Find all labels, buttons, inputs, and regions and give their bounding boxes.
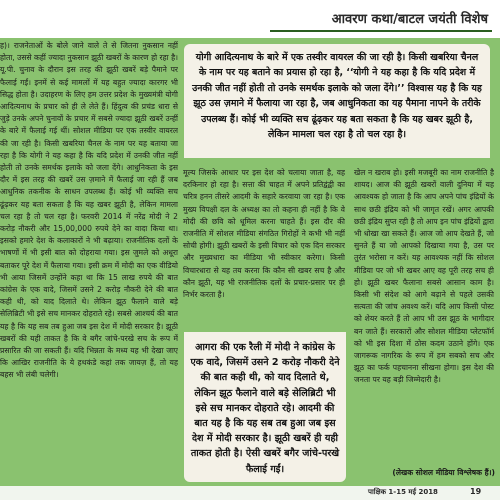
column-middle-text: मूल्य जिसके आधार पर इस देश को चलाया जाता है, वह दरकिनार हो रहा है। सत्ता की चाहत में अपने प्रतिद्वंद्वी का चरित्र हनन तीसरे आदमी के सहारे करवाया जा रहा है। एक मुख्य विपक्षी दल के अध्यक्ष का तो कहना ही नहीं है कि वे मोदी की छवि को धूमिल करना चाहते हैं। इस दौर की राजनीति में सोशल मीडिया संगठित गिरोहों ने कभी भी नहीं सोची होगी। झूठी खबरों के इसी विचार को एक दिन सरकार और मुख्यधारा का मीडिया भी स्वीकार करेगा। किसी विचारधारा से यह तय करना कि कौन सी खबर सच है और कौन झूठी, यह भी राजनीतिक दलों के प्रचार-प्रसार पर ही निर्भर करता है।	[183, 168, 345, 300]
header-rule	[270, 30, 492, 32]
footer-publication: पाक्षिक 1-15 मई 2018	[368, 488, 438, 496]
author-note: (लेखक सोशल मीडिया विश्लेषक हैं।)	[392, 468, 495, 477]
highlight-middle-text: आगरा की एक रैली में मोदी ने कांग्रेस के एक वादे, जिसमें उसने 2 करोड़ नौकरी देने की बात कही थी, को याद दिलाते थे, लेकिन झूठ फैलाने वाले बड़े सेलिब्रिटी भी इसे सच मानकर दोहराते रहे। आदमी की बात यह है कि यह सब तब हुआ जब इस देश में मोदी सरकार है। झूठी खबरें ही यही ताकत होती है। ऐसी खबरें बगैर जांचे-परखे फैलाई गईं।	[190, 342, 340, 475]
column-right-text: खेल न खराब हो। इसी मजबूरी का नाम राजनीति है शायद। आज की झूठी खबरों वाली दुनिया में यह आवश्यक हो जाता है कि आप अपने पांच इंद्रियों के साथ छठी इंद्रिय को भी जागृत रखें। अगर आपकी छठी इंद्रिय सुप्त रही है तो आप इन पांच इंद्रियों द्वारा भी धोखा खा सकते हैं। आज जो आप देखते हैं, जो सुनते हैं या जो आपको दिखाया गया है, उस पर तुरंत भरोसा न करें। यह आवश्यक नहीं कि सोशल मीडिया पर जो भी खबर आए वह पूरी तरह सच ही हो। झूठी खबर फैलाना सबसे आसान काम है। किसी भी संदेश को आगे बढ़ाने से पहले उसकी सत्यता की जांच अवश्य करें। यदि आप किसी पोस्ट को शेयर करते हैं तो आप भी उस झूठ के भागीदार बन जाते हैं। सरकारों और सोशल मीडिया प्लेटफॉर्म को भी इस दिशा में ठोस कदम उठाने होंगे। एक जागरूक नागरिक के रूप में हम सबको सच और झूठ का फर्क पहचानना सीखना होगा। इस देश की जनता पर यह बड़ी जिम्मेदारी है।	[354, 168, 494, 385]
highlight-box-top	[184, 44, 490, 158]
highlight-top-text: योगी आदित्यनाथ के बारे में एक तस्वीर वायरल की जा रही है। किसी खबरिया चैनल के नाम पर यह बताने का प्रयास हो रहा है, ‘‘योगी ने यह कहा है कि यदि प्रदेश में उनकी जीत नहीं होती तो उनके समर्थक इलाके को जला देंगे।’’ विश्वास यह है कि यह झूठ उस ज़माने में फैलाया जा रहा है, जब आधुनिकता का यह पैमाना नापने के तरीके उपलब्ध हैं। कोई भी व्यक्ति सच ढूंढ़कर यह बता सकता है कि यह खबर झूठी है, लेकिन मामला चल रहा है तो चल रहा है।	[192, 52, 482, 141]
page-number: 19	[470, 487, 482, 496]
page-header	[0, 0, 500, 38]
article-column-left	[0, 40, 178, 470]
column-left-text: ह)। राजनेताओं के बोले जाने वाले ते से जितना नुकसान नहीं होता, उससे कहीं ज्यादा नुकसान झूठी खबरों के कारण हो रहा है। यू.पी. चुनाव के दौरान इस तरह की झूठी खबरें बड़े पैमाने पर फैलाई गईं। इनमें से कई मामलों में यह बहुत ज्यादा कारगर भी सिद्ध होता है। उदाहरण के लिए हम उत्तर प्रदेश के मुख्यमंत्री योगी आदित्यनाथ के प्रचार को ही ले लेते हैं। हिंदुत्व की प्रचंड धारा से जुड़े उनके अपने चुनावों के प्रचार में सबसे ज्यादा झूठी खबरें उन्हीं के बारे में फैलाई गई थीं। सोशल मीडिया पर एक तस्वीर वायरल की जा रही है। किसी खबरिया चैनल के नाम पर यह बताया जा रहा है कि योगी ने यह कहा है कि यदि प्रदेश में उनकी जीत नहीं होती तो उनके समर्थक इलाके को जला देंगे। आधुनिकता के इस दौर में इस तरह की खबरें उस ज़माने में फैलाई जा रही हैं जब आधुनिक तकनीक के साधन उपलब्ध हैं। कोई भी व्यक्ति सच ढूंढ़कर यह बता सकता है कि यह खबर झूठी है, लेकिन मामला चल रहा है तो चल रहा है। फरवरी 2014 में नरेंद्र मोदी ने 2 करोड़ नौकरी और 15,00,000 रुपये देने का वादा किया था। इसको हमारे देश के कलाकारों ने भी बढ़ाया। राजनीतिक दलों के भाषणों में भी इसी बात को दोहराया गया। इस जुमले को अधूरा बताकर पूरे देश में फैलाया गया। इसी क्रम में मोदी का एक वीडियो भी आया जिसमें उन्होंने कहा था कि 15 लाख रुपये की बात कांग्रेस के एक वादे, जिसमें उसने 2 करोड़ नौकरी देने की बात कही थी, को याद दिलाते थे। लेकिन झूठ फैलाने वाले बड़े सेलिब्रिटी भी इसे सच मानकर दोहराते रहे। सबसे आश्चर्य की बात यह है कि यह सब तब हुआ जब इस देश में मोदी सरकार है। झूठी खबरों की यही ताकत है कि वे बगैर जांचे-परखे सच के रूप में प्रसारित की जा सकती हैं। यदि भिन्नता के मध्य यह भी देखा जाए कि आखिर राजनीति के ये हथकंडे कहां तक जायज़ हैं, तो यह बहस भी लंबी चलेगी।	[0, 41, 178, 380]
section-title: आवरण कथा/बाटल जयंती विशेष	[331, 12, 488, 27]
article-column-right	[354, 167, 494, 467]
highlight-box-middle	[184, 332, 346, 482]
